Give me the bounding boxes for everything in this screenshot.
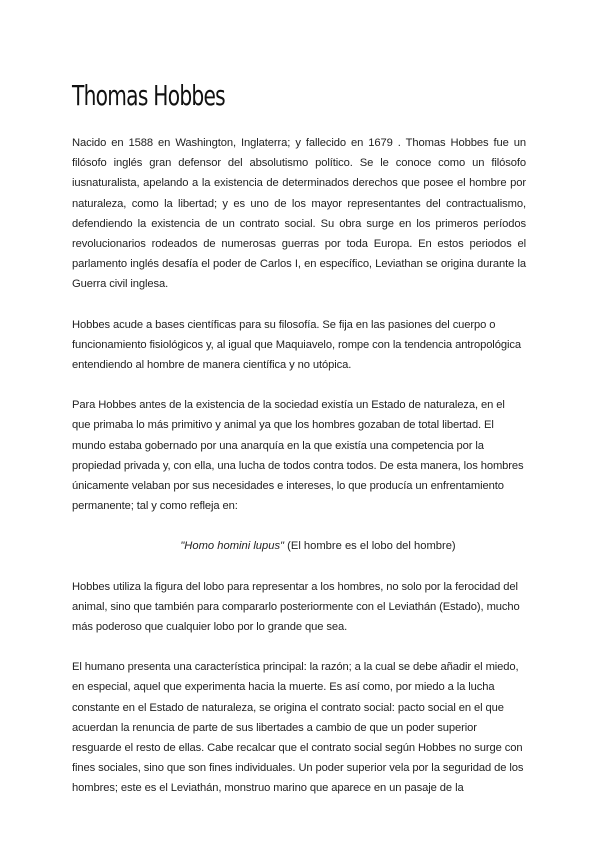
document-body <box>72 133 526 819</box>
paragraph-wolf-figure: Hobbes utiliza la figura del lobo para representar a los hombres, no solo por la ferocidad del animal, sino que también para compararlo posteriormente con el Leviathán (Estado), mucho más poderoso que cualquier lobo por lo grande que sea. <box>72 580 520 634</box>
paragraph-social-contract: El humano presenta una característica principal: la razón; a la cual se debe añadir el miedo, en especial, aquel que experimenta hacia la muerte. Es así como, por miedo a la lucha constante en el Estado de naturaleza, se origina el contrato social: pacto social en el que acuerdan la renuncia de parte de sus libertades a cambio de que un poder superior resguarde el resto de ellas. Cabe recalcar que el contrato social según Hobbes no surge con fines sociales, sino que son fines individuales. Un poder superior vela por la seguridad de los hombres; este es el Leviathán, monstruo marino que aparece en un pasaje de la <box>72 661 524 795</box>
quote-latin: "Homo homini lupus" <box>180 540 285 553</box>
page-title: Thomas Hobbes <box>72 79 225 112</box>
paragraph-state-of-nature: Para Hobbes antes de la existencia de la sociedad existía un Estado de naturaleza, en el que primaba lo más primitivo y animal ya que los hombres gozaban de total libertad. El mundo estaba gobernado por una anarquía en la que existía una competencia por la propiedad privada y, con ella, una lucha de todos contra todos. De esta manera, los hombres únicamente velaban por sus necesidades e intereses, lo que producía un enfrentamiento permanente; tal y como refleja en: <box>72 399 524 513</box>
quote-translation: (El hombre es el lobo del hombre) <box>284 540 456 553</box>
paragraph-intro: Nacido en 1588 en Washington, Inglaterra; y fallecido en 1679 . Thomas Hobbes fue un filósofo inglés gran defensor del absolutismo político. Se le conoce como un filósofo iusnaturalista, apelando a la existencia de determinados derechos que posee el hombre por naturaleza, como la libertad; y es uno de los mayor representantes del contractualismo, defendiendo la existencia de un contrato social. Su obra surge en los primeros períodos revolucionarios rodeados de numerosas guerras por toda Europa. En estos periodos el parlamento inglés desafía el poder de Carlos I, en específico, Leviathan se origina durante la Guerra civil inglesa. <box>72 137 526 291</box>
paragraph-scientific-bases: Hobbes acude a bases científicas para su filosofía. Se fija en las pasiones del cuerpo o funcionamiento fisiológicos y, al igual que Maquiavelo, rompe con la tendencia antropológica entendiendo al hombre de manera científica y no utópica. <box>72 318 521 372</box>
quote <box>72 536 526 556</box>
